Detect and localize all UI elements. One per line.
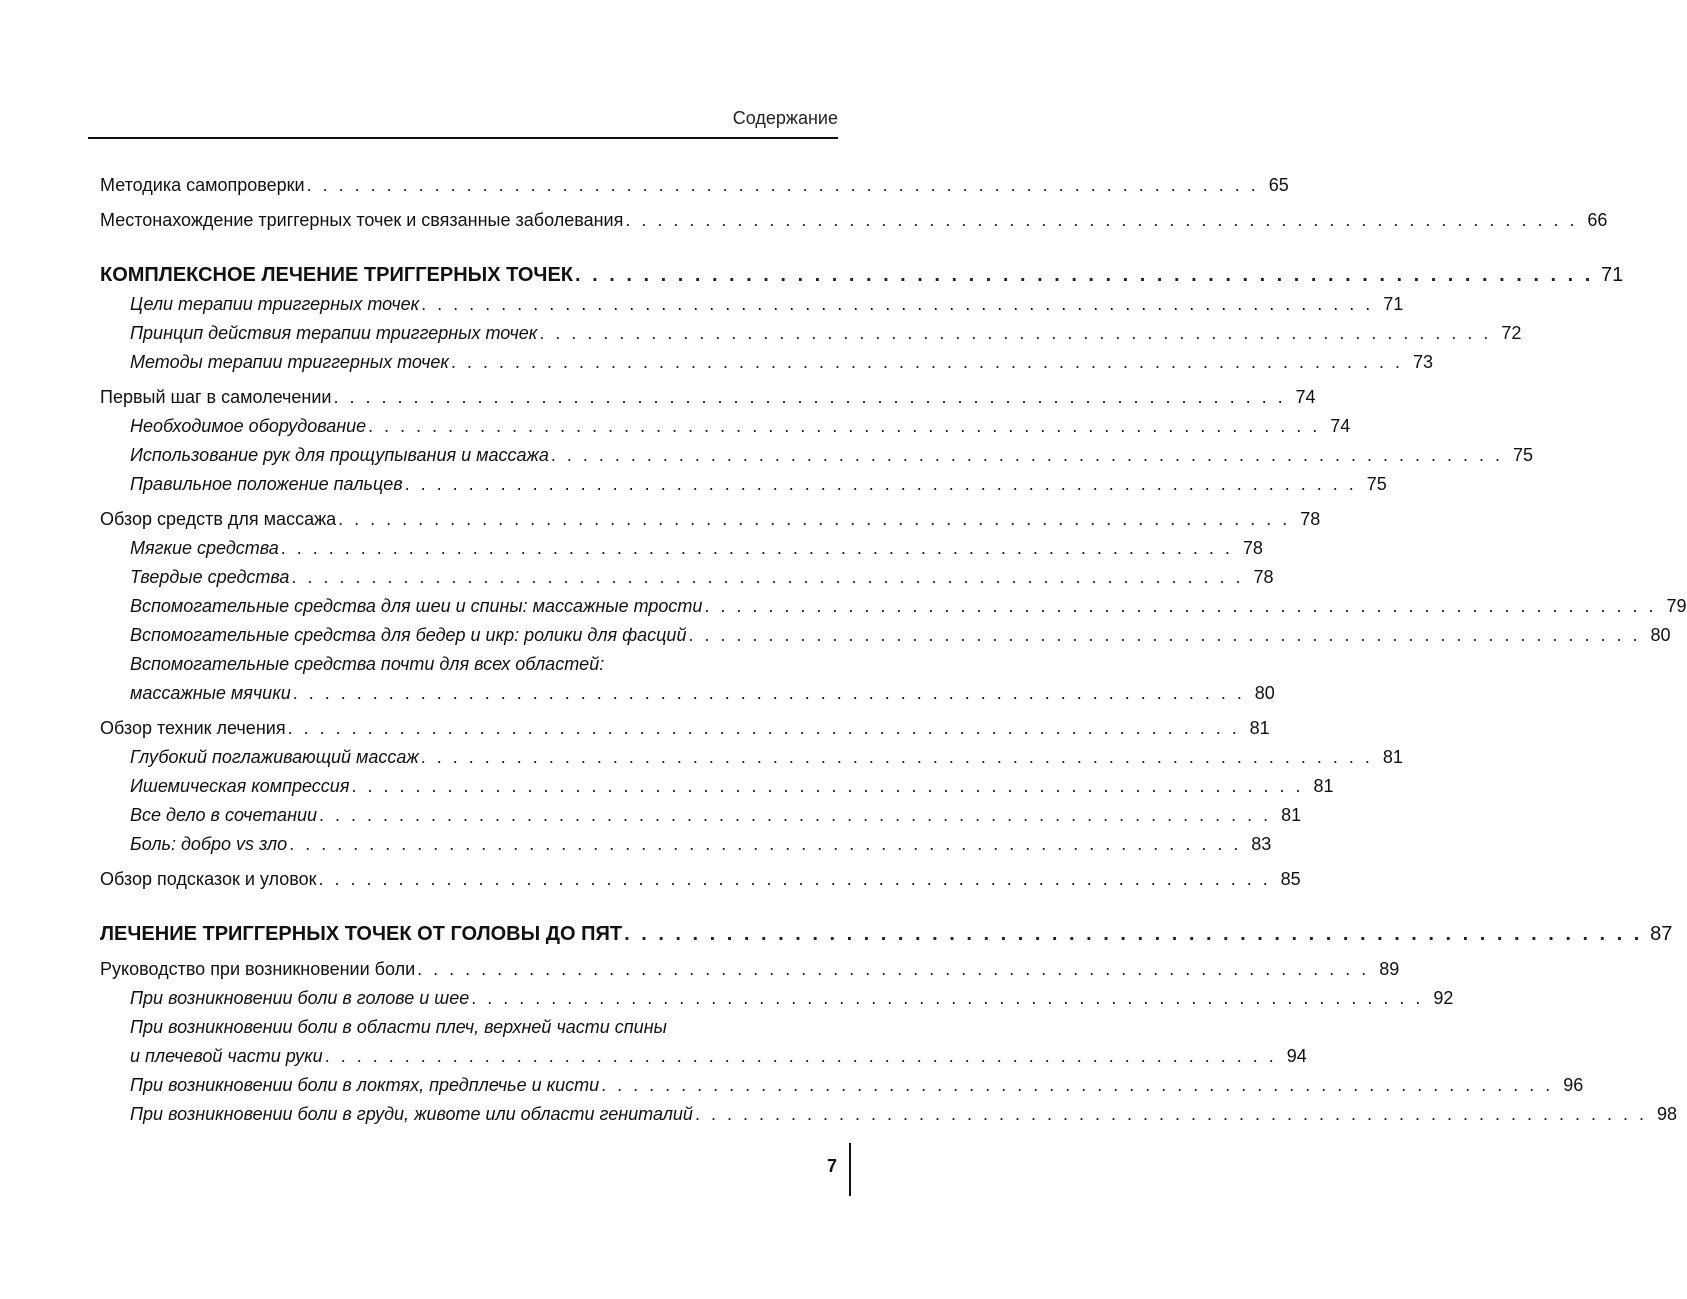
toc-page-number: 71: [1601, 264, 1624, 286]
toc-entry-title: Принцип действия терапии триггерных точек: [130, 323, 538, 343]
toc-page-number: 75: [1366, 474, 1387, 494]
toc-entry-title: Необходимое оборудование: [130, 416, 367, 436]
toc-page-number: 94: [1286, 1046, 1307, 1066]
toc-leader-dots: . . . . . . . . . . . . . . . . . . . . . . . . . . . . . . . . . . . . . . . . . . . . . . . . . . . . . . . . . . . .: [625, 210, 1578, 230]
toc-page-number: 80: [1254, 683, 1275, 703]
toc-subentry[interactable]: [100, 412, 1351, 441]
toc-page-number: 80: [1650, 625, 1671, 645]
toc-entry-title: Цели терапии триггерных точек: [130, 294, 420, 314]
toc-page-number: 81: [1313, 776, 1334, 796]
toc-entry-title: Твердые средства: [130, 567, 290, 587]
toc-leader-dots: . . . . . . . . . . . . . . . . . . . . . . . . . . . . . . . . . . . . . . . . . . . . . . . . . . . . . . . . . . . .: [575, 264, 1594, 286]
toc-page-number: 87: [1650, 923, 1673, 945]
toc-leader-dots: . . . . . . . . . . . . . . . . . . . . . . . . . . . . . . . . . . . . . . . . . . . . . . . . . . . . . . . . . . . .: [704, 596, 1657, 616]
toc-entry-title: Вспомогательные средства почти для всех областей:: [130, 654, 605, 674]
toc-entry-title: Методика самопроверки: [100, 175, 305, 195]
toc-subentry[interactable]: [100, 1100, 1678, 1129]
toc-page-number: 71: [1383, 294, 1404, 314]
toc-entry-title: Ишемическая компрессия: [130, 776, 350, 796]
toc-page-number: 75: [1512, 445, 1533, 465]
toc-entry-title: массажные мячики: [130, 683, 291, 703]
toc-page-number: 81: [1249, 718, 1270, 738]
toc-leader-dots: . . . . . . . . . . . . . . . . . . . . . . . . . . . . . . . . . . . . . . . . . . . . . . . . . . . . . . . . . . . .: [471, 988, 1424, 1008]
toc-leader-dots: . . . . . . . . . . . . . . . . . . . . . . . . . . . . . . . . . . . . . . . . . . . . . . . . . . . . . . . . . . . .: [539, 323, 1492, 343]
toc-leader-dots: . . . . . . . . . . . . . . . . . . . . . . . . . . . . . . . . . . . . . . . . . . . . . . . . . . . . . . . . . . . .: [420, 747, 1373, 767]
toc-entry-title: Первый шаг в самолечении: [100, 387, 332, 407]
toc-leader-dots: . . . . . . . . . . . . . . . . . . . . . . . . . . . . . . . . . . . . . . . . . . . . . . . . . . . . . . . . . . . .: [319, 805, 1272, 825]
table-of-contents: [100, 171, 1687, 1129]
toc-entry-title: При возникновении боли в области плеч, верхней части спины: [130, 1017, 667, 1037]
toc-entry[interactable]: [100, 714, 1270, 743]
toc-page-number: 96: [1563, 1075, 1584, 1095]
toc-subentry[interactable]: [100, 772, 1334, 801]
toc-entry-title: Правильное положение пальцев: [130, 474, 403, 494]
toc-subentry[interactable]: [100, 743, 1403, 772]
toc-entry-line1: [100, 650, 838, 679]
toc-entry-title: и плечевой части руки: [130, 1046, 323, 1066]
toc-leader-dots: . . . . . . . . . . . . . . . . . . . . . . . . . . . . . . . . . . . . . . . . . . . . . . . . . . . . . . . . . . . .: [292, 683, 1245, 703]
toc-leader-dots: . . . . . . . . . . . . . . . . . . . . . . . . . . . . . . . . . . . . . . . . . . . . . . . . . . . . . . . . . . . .: [351, 776, 1304, 796]
toc-entry-title: Обзор подсказок и уловок: [100, 869, 317, 889]
toc-page-number: 65: [1268, 175, 1289, 195]
toc-subentry[interactable]: [100, 290, 1404, 319]
toc-entry-title: При возникновении боли в локтях, предплечье и кисти: [130, 1075, 600, 1095]
toc-subentry[interactable]: [100, 984, 1454, 1013]
toc-page-number: 66: [1587, 210, 1608, 230]
toc-entry-title: Боль: добро vs зло: [130, 834, 288, 854]
toc-page-number: 92: [1433, 988, 1454, 1008]
toc-entry-title: Вспомогательные средства для шеи и спины: массажные трости: [130, 596, 703, 616]
toc-entry-line1: [100, 1013, 838, 1042]
toc-subentry[interactable]: [100, 470, 1387, 499]
toc-leader-dots: . . . . . . . . . . . . . . . . . . . . . . . . . . . . . . . . . . . . . . . . . . . . . . . . . . . . . . . . . . . .: [404, 474, 1357, 494]
toc-leader-dots: . . . . . . . . . . . . . . . . . . . . . . . . . . . . . . . . . . . . . . . . . . . . . . . . . . . . . . . . . . . .: [318, 869, 1271, 889]
toc-entry[interactable]: [100, 171, 1289, 200]
toc-entry-title: Вспомогательные средства для бедер и икр: ролики для фасций: [130, 625, 687, 645]
toc-entry-title: Все дело в сочетании: [130, 805, 317, 825]
toc-page-number: 78: [1253, 567, 1274, 587]
toc-subentry[interactable]: [100, 319, 1522, 348]
toc-entry-title: Глубокий поглаживающий массаж: [130, 747, 419, 767]
toc-page-number: 89: [1379, 959, 1400, 979]
toc-leader-dots: . . . . . . . . . . . . . . . . . . . . . . . . . . . . . . . . . . . . . . . . . . . . . . . . . . . . . . . . . . . .: [601, 1075, 1554, 1095]
toc-part-heading[interactable]: [100, 920, 1673, 949]
toc-leader-dots: . . . . . . . . . . . . . . . . . . . . . . . . . . . . . . . . . . . . . . . . . . . . . . . . . . . . . . . . . . . .: [694, 1104, 1648, 1124]
toc-leader-dots: . . . . . . . . . . . . . . . . . . . . . . . . . . . . . . . . . . . . . . . . . . . . . . . . . . . . . . . . . . . .: [417, 959, 1370, 979]
toc-page-number: 83: [1251, 834, 1272, 854]
toc-entry-title: Обзор средств для массажа: [100, 509, 337, 529]
page-number-bar: [849, 1143, 851, 1196]
toc-gap: [100, 235, 838, 261]
toc-page-number: 98: [1657, 1104, 1678, 1124]
toc-subentry[interactable]: [100, 801, 1302, 830]
toc-subentry[interactable]: [100, 348, 1434, 377]
toc-leader-dots: . . . . . . . . . . . . . . . . . . . . . . . . . . . . . . . . . . . . . . . . . . . . . . . . . . . . . . . . . . . .: [368, 416, 1321, 436]
toc-entry-title: Использование рук для прощупывания и массажа: [130, 445, 549, 465]
toc-entry[interactable]: [100, 206, 1608, 235]
running-head: Содержание: [732, 108, 838, 128]
toc-leader-dots: . . . . . . . . . . . . . . . . . . . . . . . . . . . . . . . . . . . . . . . . . . . . . . . . . . . . . . . . . . . .: [306, 175, 1259, 195]
toc-page-number: 79: [1666, 596, 1687, 616]
toc-subentry[interactable]: [100, 679, 1275, 708]
header-rule: [88, 137, 838, 139]
toc-page-number: 74: [1330, 416, 1351, 436]
toc-leader-dots: . . . . . . . . . . . . . . . . . . . . . . . . . . . . . . . . . . . . . . . . . . . . . . . . . . . . . . . . . . . .: [280, 538, 1233, 558]
toc-leader-dots: . . . . . . . . . . . . . . . . . . . . . . . . . . . . . . . . . . . . . . . . . . . . . . . . . . . . . . . . . . . .: [421, 294, 1374, 314]
toc-leader-dots: . . . . . . . . . . . . . . . . . . . . . . . . . . . . . . . . . . . . . . . . . . . . . . . . . . . . . . . . . . . .: [289, 834, 1242, 854]
page-number: 7: [826, 1156, 837, 1176]
toc-leader-dots: . . . . . . . . . . . . . . . . . . . . . . . . . . . . . . . . . . . . . . . . . . . . . . . . . . . . . . . . . . . .: [688, 625, 1641, 645]
toc-leader-dots: . . . . . . . . . . . . . . . . . . . . . . . . . . . . . . . . . . . . . . . . . . . . . . . . . . . . . . . . . . . .: [450, 352, 1404, 372]
toc-subentry[interactable]: [100, 1071, 1584, 1100]
toc-entry[interactable]: [100, 955, 1400, 984]
toc-page-number: 81: [1382, 747, 1403, 767]
toc-page-number: 85: [1280, 869, 1301, 889]
toc-page-number: 74: [1295, 387, 1316, 407]
toc-gap: [100, 894, 838, 920]
toc-entry-title: При возникновении боли в голове и шее: [130, 988, 470, 1008]
toc-entry-title: КОМПЛЕКСНОЕ ЛЕЧЕНИЕ ТРИГГЕРНЫХ ТОЧЕК: [100, 264, 574, 286]
toc-leader-dots: . . . . . . . . . . . . . . . . . . . . . . . . . . . . . . . . . . . . . . . . . . . . . . . . . . . . . . . . . . . .: [324, 1046, 1277, 1066]
toc-entry-title: Руководство при возникновении боли: [100, 959, 416, 979]
toc-entry[interactable]: [100, 505, 1321, 534]
toc-subentry[interactable]: [100, 830, 1272, 859]
toc-entry-title: При возникновении боли в груди, животе или области гениталий: [130, 1104, 693, 1124]
toc-page-number: 78: [1300, 509, 1321, 529]
toc-entry-title: Местонахождение триггерных точек и связанные заболевания: [100, 210, 624, 230]
toc-page-number: 73: [1413, 352, 1434, 372]
toc-leader-dots: . . . . . . . . . . . . . . . . . . . . . . . . . . . . . . . . . . . . . . . . . . . . . . . . . . . . . . . . . . . .: [338, 509, 1291, 529]
toc-leader-dots: . . . . . . . . . . . . . . . . . . . . . . . . . . . . . . . . . . . . . . . . . . . . . . . . . . . . . . . . . . . .: [333, 387, 1286, 407]
toc-entry-title: Обзор техник лечения: [100, 718, 286, 738]
toc-entry-title: Методы терапии триггерных точек: [130, 352, 449, 372]
toc-entry-title: Мягкие средства: [130, 538, 279, 558]
toc-page-number: 72: [1501, 323, 1522, 343]
toc-page-number: 81: [1281, 805, 1302, 825]
toc-entry[interactable]: [100, 865, 1301, 894]
toc-entry-title: ЛЕЧЕНИЕ ТРИГГЕРНЫХ ТОЧЕК ОТ ГОЛОВЫ ДО ПЯТ: [100, 923, 623, 945]
toc-leader-dots: . . . . . . . . . . . . . . . . . . . . . . . . . . . . . . . . . . . . . . . . . . . . . . . . . . . . . . . . . . . .: [624, 923, 1643, 945]
toc-leader-dots: . . . . . . . . . . . . . . . . . . . . . . . . . . . . . . . . . . . . . . . . . . . . . . . . . . . . . . . . . . . .: [291, 567, 1244, 587]
toc-entry[interactable]: [100, 383, 1316, 412]
toc-subentry[interactable]: [100, 563, 1274, 592]
toc-subentry[interactable]: [100, 441, 1533, 470]
toc-page-number: 78: [1242, 538, 1263, 558]
toc-subentry[interactable]: [100, 534, 1263, 563]
toc-subentry[interactable]: [100, 1042, 1307, 1071]
toc-leader-dots: . . . . . . . . . . . . . . . . . . . . . . . . . . . . . . . . . . . . . . . . . . . . . . . . . . . . . . . . . . . .: [287, 718, 1240, 738]
toc-leader-dots: . . . . . . . . . . . . . . . . . . . . . . . . . . . . . . . . . . . . . . . . . . . . . . . . . . . . . . . . . . . .: [550, 445, 1503, 465]
toc-subentry[interactable]: [100, 592, 1687, 621]
toc-part-heading[interactable]: [100, 261, 1624, 290]
toc-subentry[interactable]: [100, 621, 1671, 650]
